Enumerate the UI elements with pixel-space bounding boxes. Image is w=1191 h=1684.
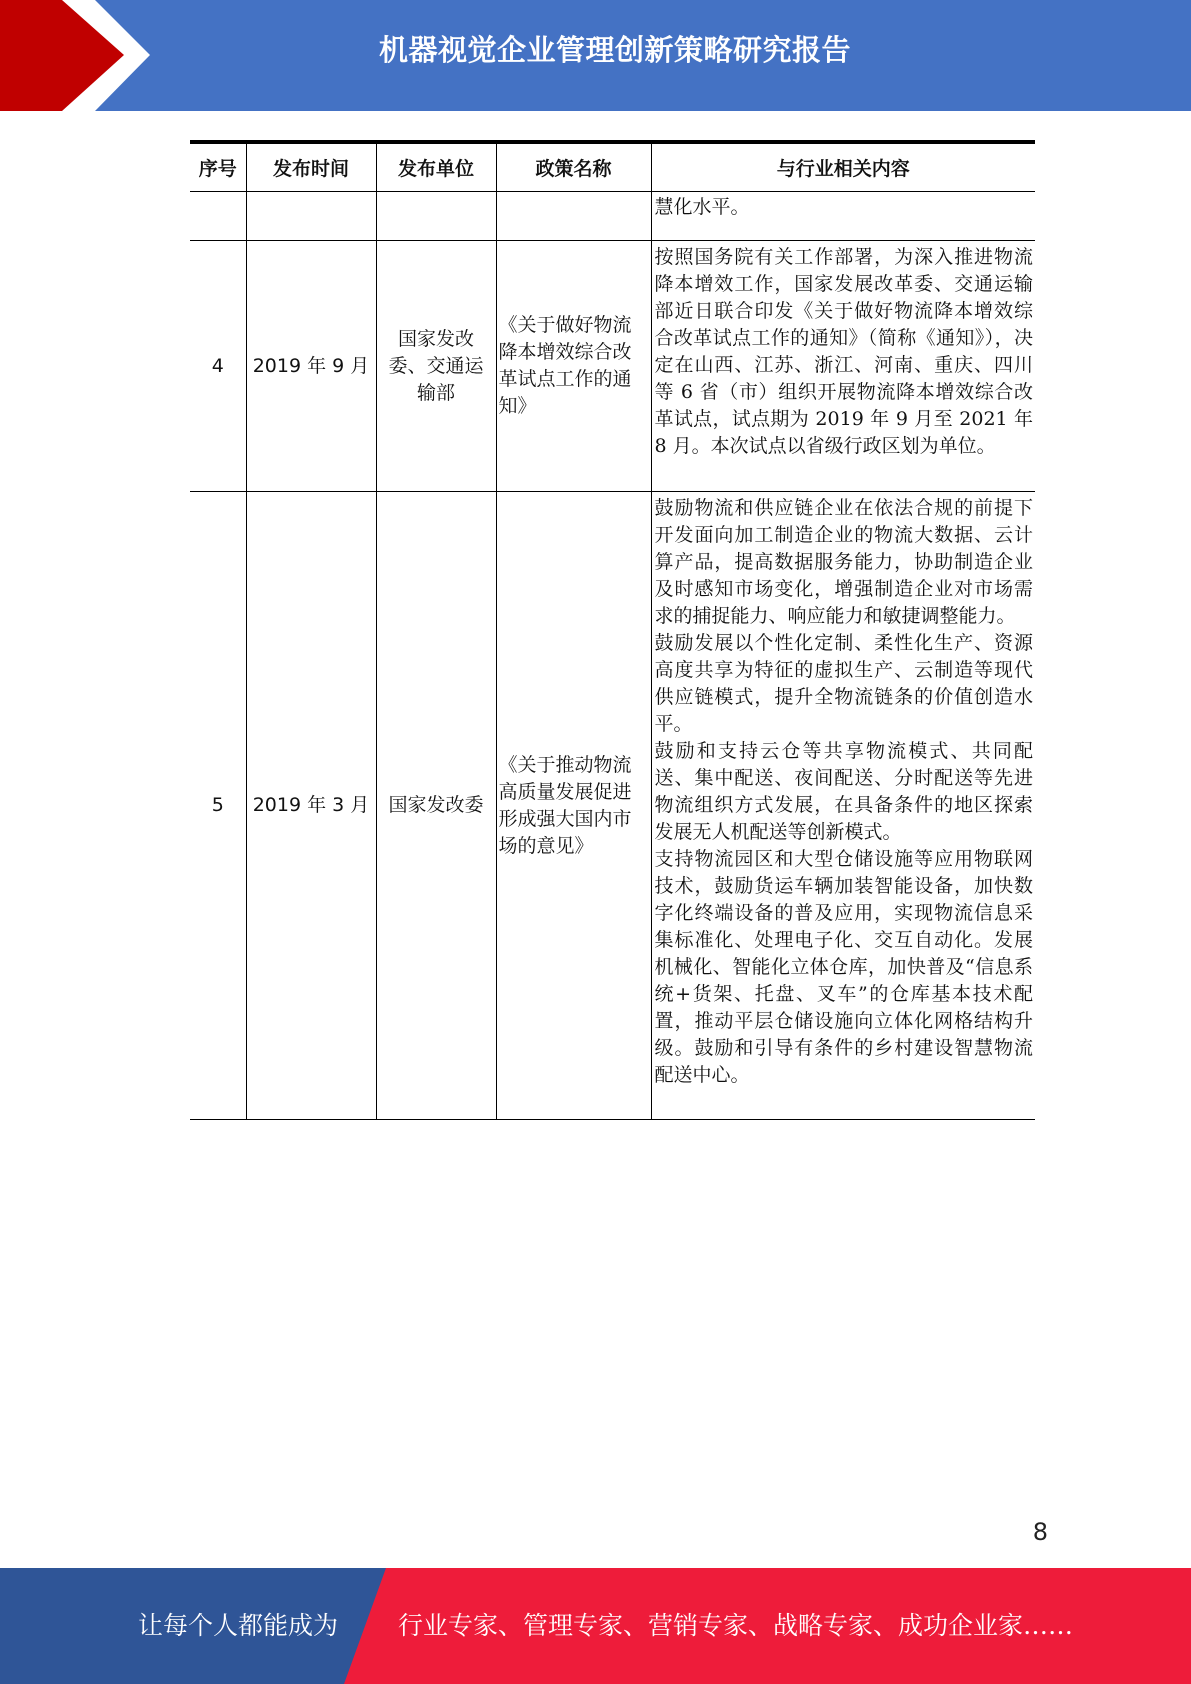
table-cell-no: 4	[190, 241, 246, 492]
content-paragraph: 鼓励物流和供应链企业在依法合规的前提下开发面向加工制造企业的物流大数据、云计算产品，提高数据服务能力，协助制造企业及时感知市场变化，增强制造企业对市场需求的捕捉能力、响应能力和敏捷调整能力。	[654, 497, 1033, 627]
table-cell-unit: 国家发改委	[376, 492, 496, 1120]
table-cell-content	[651, 241, 1035, 492]
table-cell-date	[246, 192, 376, 241]
table-row	[190, 492, 1035, 1120]
table-header-row	[190, 142, 1035, 192]
content-paragraph: 鼓励和支持云仓等共享物流模式、共同配送、集中配送、夜间配送、分时配送等先进物流组织方式发展，在具备条件的地区探索发展无人机配送等创新模式。	[654, 740, 1033, 843]
column-header-content: 与行业相关内容	[651, 142, 1035, 192]
table-cell-no: 5	[190, 492, 246, 1120]
table-cell-unit: 国家发改委、交通运输部	[376, 241, 496, 492]
content-paragraph: 支持物流园区和大型仓储设施等应用物联网技术，鼓励货运车辆加装智能设备，加快数字化终端设备的普及应用，实现物流信息采集标准化、处理电子化、交互自动化。发展机械化、智能化立体仓库，加快普及“信息系统+货架、托盘、叉车”的仓库基本技术配置，推动平层仓储设施向立体化网格结构升级。鼓励和引导有条件的乡村建设智慧物流配送中心。	[654, 848, 1033, 1086]
table-cell-date: 2019 年 3 月	[246, 492, 376, 1120]
table-cell-content	[651, 492, 1035, 1120]
column-header-date: 发布时间	[246, 142, 376, 192]
footer-slogan-right: 行业专家、管理专家、营销专家、战略专家、成功企业家……	[398, 1611, 1074, 1640]
column-header-unit: 发布单位	[376, 142, 496, 192]
table-cell-name: 《关于推动物流高质量发展促进形成强大国内市场的意见》	[496, 492, 651, 1120]
column-header-policy-name: 政策名称	[496, 142, 651, 192]
page-number: 8	[1032, 1518, 1048, 1546]
table-cell-unit	[376, 192, 496, 241]
table-cell-name: 《关于做好物流降本增效综合改革试点工作的通知》	[496, 241, 651, 492]
footer-slogan-left: 让每个人都能成为	[138, 1611, 339, 1640]
table-cell-name	[496, 192, 651, 241]
report-title: 机器视觉企业管理创新策略研究报告	[378, 33, 851, 67]
table-row	[190, 241, 1035, 492]
table-cell-date: 2019 年 9 月	[246, 241, 376, 492]
table-row-continuation	[190, 192, 1035, 241]
page-header-band	[0, 0, 1191, 111]
page-footer-band	[0, 1568, 1191, 1684]
column-header-no: 序号	[190, 142, 246, 192]
table-cell-no	[190, 192, 246, 241]
content-paragraph: 鼓励发展以个性化定制、柔性化生产、资源高度共享为特征的虚拟生产、云制造等现代供应链模式，提升全物流链条的价值创造水平。	[654, 632, 1033, 735]
content-paragraph: 按照国务院有关工作部署，为深入推进物流降本增效工作，国家发展改革委、交通运输部近日联合印发《关于做好物流降本增效综合改革试点工作的通知》（简称《通知》），决定在山西、江苏、浙江、河南、重庆、四川等 6 省（市）组织开展物流降本增效综合改革试点，试点期为 2019 年 9 月至 2021 年 8 月。本次试点以省级行政区划为单位。	[654, 246, 1033, 457]
policy-table	[190, 140, 1035, 1120]
table-cell-content: 慧化水平。	[651, 192, 1035, 241]
